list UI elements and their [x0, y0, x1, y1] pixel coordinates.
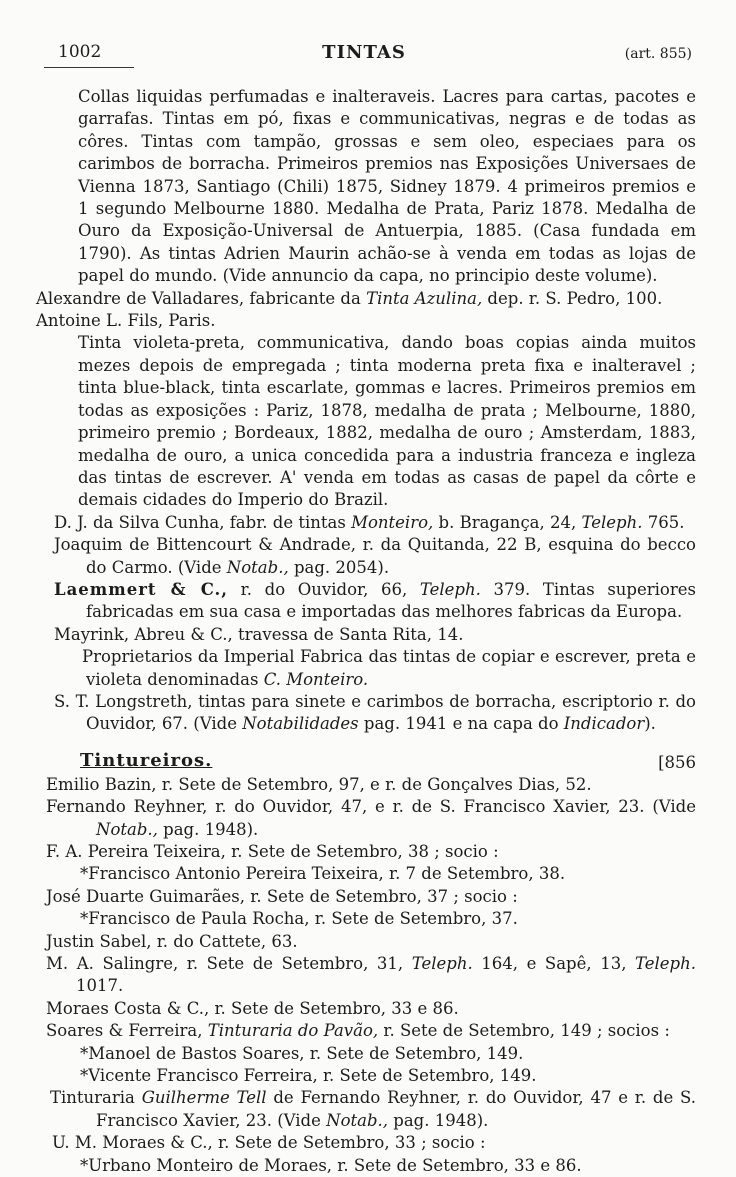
entry: Emilio Bazin, r. Sete de Setembro, 97, e r. de Gonçalves Dias, 52.: [46, 774, 592, 794]
section-heading: [36, 750, 696, 774]
section-number: [856: [658, 752, 696, 772]
partner-entry: *Francisco de Paula Rocha, r. Sete de Setembro, 37.: [80, 909, 518, 929]
entry: Justin Sabel, r. do Cattete, 63.: [46, 931, 298, 951]
article-reference: (art. 855): [624, 46, 692, 62]
partner-entry: *Urbano Monteiro de Moraes, r. Sete de Setembro, 33 e 86.: [80, 1155, 582, 1175]
section-title: Tintureiros.: [80, 749, 213, 771]
page-title: TINTAS: [322, 42, 406, 63]
page-number: 1002: [58, 42, 102, 62]
entry: Antoine L. Fils, Paris.: [36, 311, 216, 331]
entry: Alexandre de Valladares, fabricante da Tinta Azulina, dep. r. S. Pedro, 100.: [36, 288, 663, 308]
entry: José Duarte Guimarães, r. Sete de Setembro, 37 ; socio :: [46, 886, 518, 906]
entry: Fernando Reyhner, r. do Ouvidor, 47, e r. de S. Francisco Xavier, 23. (Vide Notab., pag. 1948).: [46, 797, 696, 839]
entry: F. A. Pereira Teixeira, r. Sete de Setembro, 38 ; socio :: [46, 842, 499, 861]
entry: D. J. da Silva Cunha, fabr. de tintas Monteiro, b. Bragança, 24, Teleph. 765.: [54, 512, 685, 532]
entry: Proprietarios da Imperial Fabrica das tintas de copiar e escrever, preta e violeta denominadas C. Monteiro.: [82, 647, 696, 689]
partner-entry: *Francisco Antonio Pereira Teixeira, r. 7 de Setembro, 38.: [80, 864, 566, 884]
entry: Tinturaria Guilherme Tell de Fernando Reyhner, r. do Ouvidor, 47 e r. de S. Francisco Xavier, 23. (Vide Notab., pag. 1948).: [50, 1088, 696, 1130]
entry: Mayrink, Abreu & C., travessa de Santa Rita, 14.: [54, 624, 464, 644]
entry: Moraes Costa & C., r. Sete de Setembro, 33 e 86.: [46, 998, 459, 1018]
header-rule: [44, 67, 134, 68]
entry-paragraph: Collas liquidas perfumadas e inalteraveis. Lacres para cartas, pacotes e garrafas. Tintas em pó, fixas e communicativas, negras e de todas as côres. Tintas com tampão, grossas e sem oleo, especiaes para os carimbos de borracha. Primeiros premios nas Exposições Universaes de Vienna 1873, Santiago (Chili) 1875, Sidney 1879. 4 primeiros premios e 1 segundo Melbourne 1880. Medalha de Prata, Pariz 1878. Medalha de Ouro da Exposição-Universal de Antuerpia, 1885. (Casa fundada em 1790). As tintas Adrien Maurin achão-se à venda em todas as lojas de papel do mundo. (Vide annuncio da capa, no principio deste volume).: [78, 87, 696, 286]
entry: S. T. Longstreth, tintas para sinete e carimbos de borracha, escriptorio r. do Ouvidor, 67. (Vide Notabilidades pag. 1941 e na capa do Indicador).: [54, 691, 696, 734]
page-header: [36, 40, 692, 66]
entry: M. A. Salingre, r. Sete de Setembro, 31, Teleph. 164, e Sapê, 13, Teleph. 1017.: [46, 954, 696, 996]
partner-entry: *Manoel de Bastos Soares, r. Sete de Setembro, 149.: [80, 1043, 524, 1063]
page-body: [36, 86, 696, 1177]
entry-paragraph: Tinta violeta-preta, communicativa, dando boas copias ainda muitos mezes depois de empregada ; tinta moderna preta fixa e inalteravel ; tinta blue-black, tinta escarlate, gommas e lacres. Primeiros premios em todas as exposições : Pariz, 1878, medalha de prata ; Melbourne, 1880, primeiro premio ; Bordeaux, 1882, medalha de ouro ; Amsterdam, 1883, medalha de ouro, a unica concedida para a industria franceza e ingleza das tintas de escrever. A' venda em todas as casas de papel da côrte e demais cidades do Imperio do Brazil.: [78, 333, 696, 510]
firm-name: Laemmert & C.,: [54, 579, 229, 599]
entry: Joaquim de Bittencourt & Andrade, r. da Quitanda, 22 B, esquina do becco do Carmo. (Vide Notab., pag. 2054).: [54, 535, 696, 577]
entry: Soares & Ferreira, Tinturaria do Pavão, r. Sete de Setembro, 149 ; socios :: [46, 1021, 670, 1041]
entry: Laemmert & C., r. do Ouvidor, 66, Teleph. 379. Tintas superiores fabricadas em sua casa e importadas das melhores fabricas da Europa.: [54, 579, 696, 622]
entry: U. M. Moraes & C., r. Sete de Setembro, 33 ; socio :: [52, 1133, 486, 1153]
partner-entry: *Vicente Francisco Ferreira, r. Sete de Setembro, 149.: [80, 1066, 537, 1086]
